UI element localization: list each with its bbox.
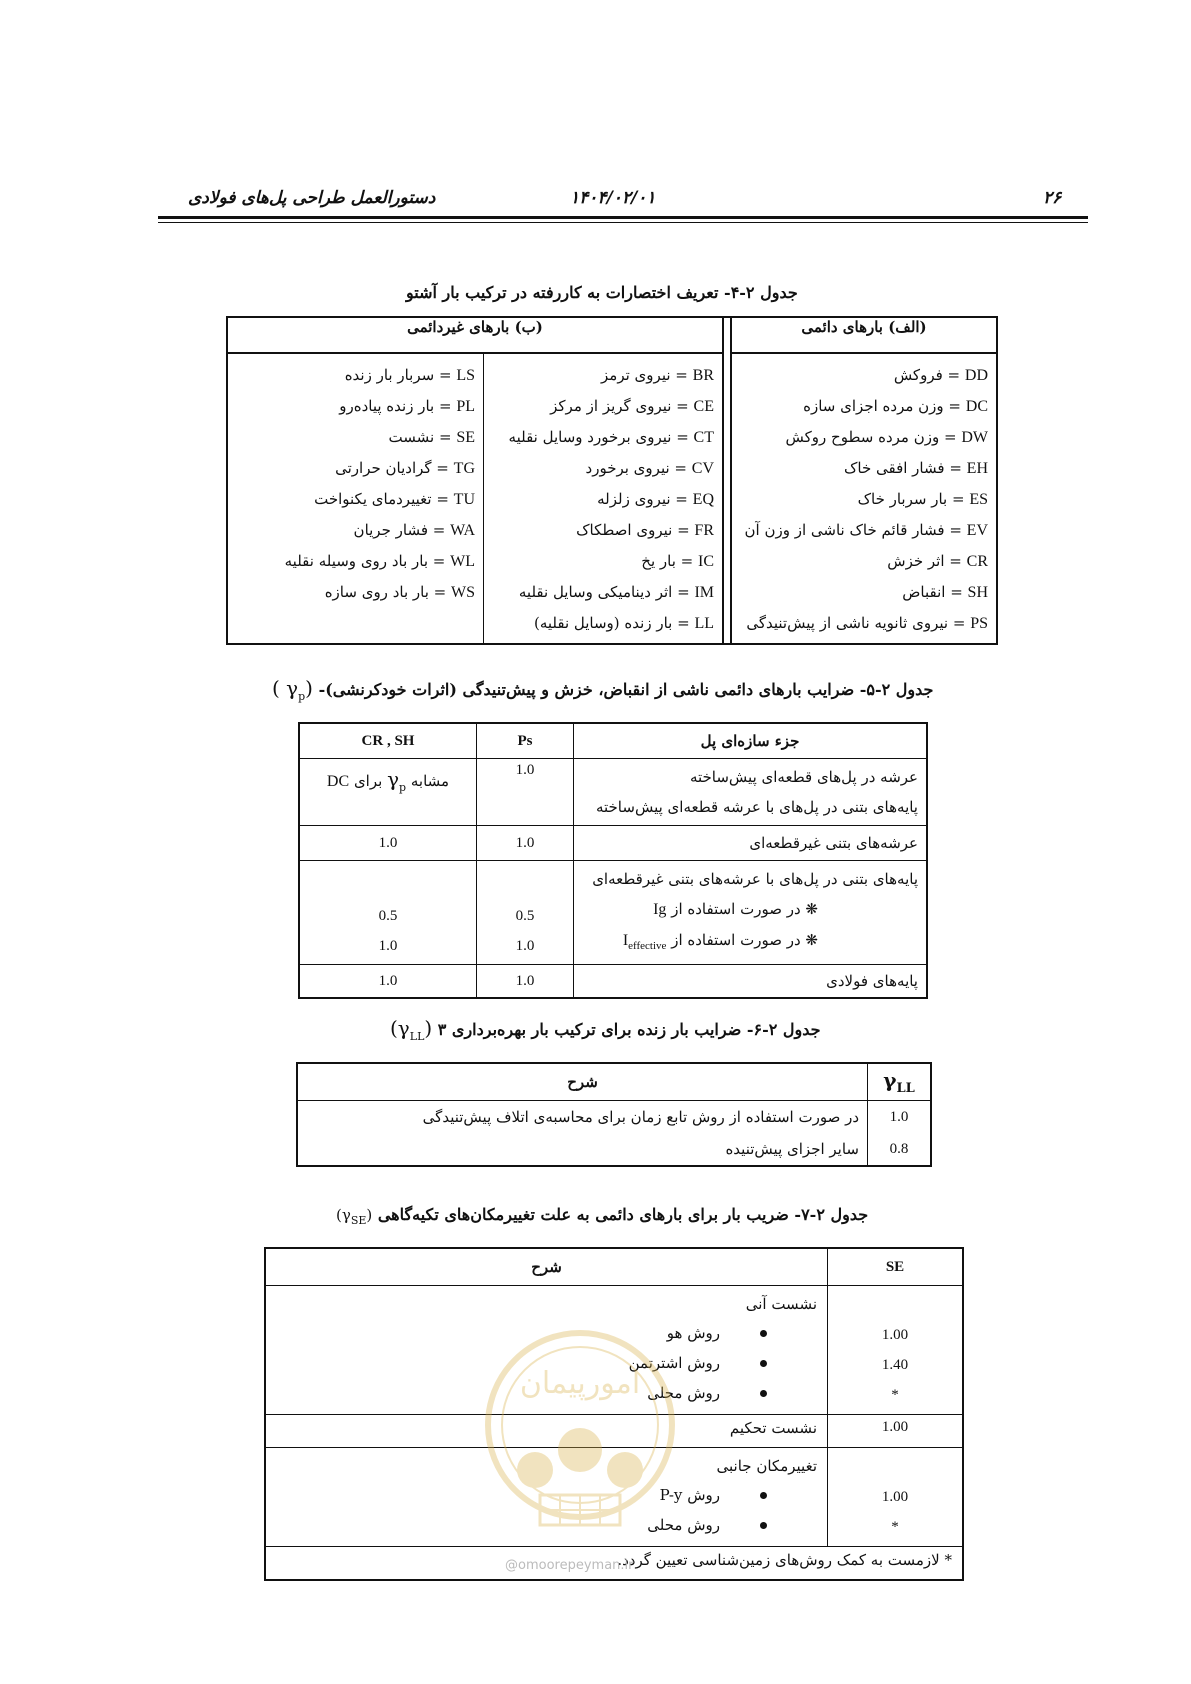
col-component: جزء سازه‌ای پل — [574, 723, 928, 759]
abbr-desc: = نیروی گریز از مرکز — [550, 397, 689, 415]
book-title: دستورالعمل طراحی پل‌های فولادی — [188, 188, 436, 208]
abbr-code: EV — [966, 522, 988, 539]
col-desc: شرح — [297, 1063, 868, 1101]
abbr-desc: = نیروی اصطکاک — [576, 521, 690, 539]
bullet-text: روش محلی — [647, 1384, 720, 1402]
se-value: 1.00 — [881, 1327, 909, 1343]
abbr-code: TU — [453, 491, 475, 508]
header-rule-thin — [158, 222, 1088, 223]
table7-caption-symbol: $(\gamma_{SE})$ — [336, 1206, 373, 1227]
row3-line2: ❋ در صورت استفاده از Ig — [653, 900, 818, 918]
abbr-desc: = فشار جریان — [353, 521, 446, 539]
row2-ps: 1.0 — [477, 826, 574, 861]
col-crsh: CR , SH — [299, 723, 477, 759]
bullet-icon — [760, 1390, 767, 1397]
table-gap — [723, 317, 731, 644]
list-item — [740, 360, 988, 391]
list-item — [492, 546, 714, 577]
col-desc: شرح — [265, 1248, 828, 1286]
list-item — [492, 515, 714, 546]
row1-ps: 1.0 — [477, 759, 574, 826]
abbr-code: SE — [456, 429, 475, 446]
row3-desc — [574, 861, 928, 965]
abbr-code: FR — [694, 522, 714, 539]
abbr-code: IC — [698, 553, 714, 570]
list-item — [740, 391, 988, 422]
abbr-code: BR — [692, 367, 714, 384]
g1-values — [828, 1286, 964, 1415]
svg-text:امورپیمان: امورپیمان — [519, 1366, 641, 1401]
table-row — [299, 826, 927, 861]
abbr-desc: = بار زنده (وسایل نقلیه) — [533, 614, 690, 632]
abbr-desc: = نشست — [388, 428, 452, 446]
abbr-code: WA — [450, 522, 475, 539]
list-item — [740, 422, 988, 453]
table7-caption — [336, 1205, 868, 1227]
row1-desc — [574, 759, 928, 826]
col-se: SE — [828, 1248, 964, 1286]
abbr-code: CR — [966, 553, 988, 570]
abbr-code: LS — [456, 367, 475, 384]
abbreviations-table — [226, 316, 998, 645]
permanent-list-cell — [731, 353, 997, 644]
abbr-desc: = نیروی زلزله — [597, 490, 688, 508]
abbr-code: CV — [691, 460, 714, 477]
abbr-desc: = بار یخ — [641, 552, 694, 570]
row1-line2: پایه‌های بتنی در پل‌های با عرشه قطعه‌ای پیش‌ساخته — [595, 798, 918, 816]
list-item — [236, 360, 475, 391]
se-value: 1.40 — [881, 1357, 909, 1373]
list-item — [492, 484, 714, 515]
list-item — [492, 422, 714, 453]
col-gamma-ll: $\gamma_{LL}$ — [868, 1063, 932, 1101]
abbr-desc: = نیروی برخورد — [585, 459, 687, 477]
table-row — [299, 861, 927, 965]
row3-ps: 0.5 1.0 — [477, 861, 574, 965]
row3-line3: ❋ در صورت استفاده از $I_{effective}$ — [622, 931, 818, 953]
abbr-desc: = سربار بار زنده — [344, 366, 452, 384]
abbr-code: DW — [961, 429, 988, 446]
bullet-icon — [760, 1330, 767, 1337]
live-load-factor-table — [296, 1062, 932, 1167]
row1-crsh-dc: DC — [326, 773, 350, 790]
row3-crsh: 0.5 1.0 — [299, 861, 477, 965]
se-value: * — [891, 1387, 899, 1403]
list-item — [740, 484, 988, 515]
row4-crsh: 1.0 — [299, 965, 477, 999]
list-item — [236, 577, 475, 608]
table-row — [297, 1101, 931, 1134]
list-item — [740, 577, 988, 608]
list-item — [740, 453, 988, 484]
abbr-code: DD — [964, 367, 988, 384]
abbr-desc: = بار باد روی سازه — [324, 583, 447, 601]
col-ps: Ps — [477, 723, 574, 759]
abbr-desc: = بار باد روی وسیله نقلیه — [284, 552, 446, 570]
abbr-code: WS — [451, 584, 475, 601]
table-row — [297, 1133, 931, 1166]
transient-header: (ب) بارهای غیردائمی — [227, 317, 723, 353]
abbr-desc: = فشار افقی خاک — [843, 459, 962, 477]
list-item — [236, 546, 475, 577]
row3-line1: پایه‌های بتنی در پل‌های با عرشه‌های بتنی غیرقطعه‌ای — [592, 870, 918, 888]
bullet-text: روش محلی — [647, 1516, 720, 1534]
g2-title: نشست تحکیم — [265, 1415, 828, 1448]
se-value: * — [891, 1519, 899, 1535]
abbr-code: DC — [965, 398, 988, 415]
transient-list-2 — [228, 354, 483, 612]
abbr-code: SH — [967, 584, 988, 601]
permanent-header: (الف) بارهای دائمی — [731, 317, 997, 353]
abbr-desc: = انقباض — [902, 583, 963, 601]
row1-crsh-for: برای — [353, 772, 383, 790]
bullet-icon — [760, 1360, 767, 1367]
table4-caption: جدول ۲-۴- تعریف اختصارات به کاررفته در ترکیب بار آشتو — [406, 283, 798, 302]
g1-title: نشست آنی — [745, 1295, 817, 1313]
header-date: ۱۴۰۴/۰۲/۰۱ — [570, 188, 656, 208]
list-item — [236, 453, 475, 484]
abbr-desc: = گرادیان حرارتی — [335, 459, 449, 477]
abbr-desc: = وزن مرده اجزای سازه — [803, 397, 961, 415]
abbr-desc: = وزن مرده سطوح روکش — [785, 428, 957, 446]
row1-crsh-same: مشابه — [410, 772, 450, 790]
abbr-code: WL — [450, 553, 475, 570]
list-item — [236, 515, 475, 546]
g3-title: تغییرمکان جانبی — [716, 1457, 817, 1475]
list-item — [740, 608, 988, 639]
abbr-desc: = نیروی ترمز — [601, 366, 688, 384]
list-item — [492, 453, 714, 484]
list-item — [492, 360, 714, 391]
gamma-value: 1.0 — [868, 1101, 932, 1134]
bullet-text: روش هو — [666, 1324, 720, 1342]
abbr-desc: = اثر خزش — [887, 552, 962, 570]
abbr-desc: = فروکش — [893, 366, 961, 384]
abbr-desc: = بار زنده پیاده‌رو — [339, 397, 452, 415]
bullet-icon — [760, 1492, 767, 1499]
row-desc: در صورت استفاده از روش تابع زمان برای محاسبه‌ی اتلاف پیش‌تنیدگی — [297, 1101, 868, 1134]
abbr-code: IM — [694, 584, 714, 601]
row4-desc: پایه‌های فولادی — [574, 965, 928, 999]
abbr-code: ES — [969, 491, 988, 508]
abbr-code: CE — [693, 398, 714, 415]
abbr-desc: = نیروی ثانویه ناشی از پیش‌تنیدگی — [746, 614, 966, 632]
row1-line1: عرشه در پل‌های قطعه‌ای پیش‌ساخته — [689, 768, 918, 786]
permanent-list — [732, 354, 996, 643]
abbr-desc: = تغییردمای یکنواخت — [314, 490, 449, 508]
transient-col2-cell — [227, 353, 484, 644]
footnote: * لازمست به کمک روش‌های زمین‌شناسی تعیین گردد. — [265, 1547, 963, 1581]
abbr-desc: = فشار قائم خاک ناشی از وزن آن — [744, 521, 962, 539]
abbr-desc: = بار سربار خاک — [857, 490, 965, 508]
list-item — [740, 515, 988, 546]
transient-list-1 — [484, 354, 722, 643]
abbr-code: PS — [970, 615, 988, 632]
transient-col1-cell — [484, 353, 724, 644]
gamma-value: 0.8 — [868, 1133, 932, 1166]
g2-value: 1.00 — [828, 1415, 964, 1448]
row-desc: سایر اجزای پیش‌تنیده — [297, 1133, 868, 1166]
row2-crsh: 1.0 — [299, 826, 477, 861]
abbr-code: EQ — [692, 491, 714, 508]
g3-values — [828, 1448, 964, 1547]
bullet-icon — [760, 1522, 767, 1529]
table6-caption — [390, 1016, 821, 1043]
prestress-factor-table — [298, 722, 928, 999]
table-row — [299, 965, 927, 999]
abbr-desc: = اثر دینامیکی وسایل نقلیه — [518, 583, 690, 601]
table6-caption-symbol: $(\gamma_{LL})$ — [390, 1016, 433, 1043]
list-item — [236, 391, 475, 422]
list-item — [740, 546, 988, 577]
row1-crsh — [299, 759, 477, 826]
bullet-text: روش اشترتمن — [628, 1354, 720, 1372]
se-value: 1.00 — [881, 1489, 909, 1505]
row2-desc: عرشه‌های بتنی غیرقطعه‌ای — [574, 826, 928, 861]
row4-ps: 1.0 — [477, 965, 574, 999]
abbr-code: PL — [456, 398, 475, 415]
abbr-code: TG — [453, 460, 475, 477]
abbr-code: EH — [966, 460, 988, 477]
list-item — [236, 484, 475, 515]
table6-caption-text: جدول ۲-۶- ضرایب بار زنده برای ترکیب بار بهره‌برداری ۳ — [437, 1020, 821, 1039]
table5-caption-text: جدول ۲-۵- ضرایب بارهای دائمی ناشی از انقباض، خزش و پیش‌تنیدگی (اثرات خودکرنشی)- — [318, 680, 934, 699]
table-row — [299, 759, 927, 826]
list-item — [492, 391, 714, 422]
table5-caption-symbol: ( $\gamma_p$) — [272, 676, 313, 703]
abbr-desc: = نیروی برخورد وسایل نقلیه — [508, 428, 689, 446]
abbr-code: LL — [694, 615, 714, 632]
table7-caption-text: جدول ۲-۷- ضریب بار برای بارهای دائمی به علت تغییرمکان‌های تکیه‌گاهی — [377, 1205, 869, 1224]
table5-caption — [272, 676, 933, 703]
bullet-text: روش P-y — [659, 1486, 720, 1504]
watermark-seal-icon — [480, 1315, 680, 1565]
page-number: ۲۶ — [1043, 188, 1062, 208]
watermark-url: @omoorepeyman.ir — [505, 1558, 634, 1573]
list-item — [236, 422, 475, 453]
list-item — [492, 577, 714, 608]
header-rule — [158, 216, 1088, 219]
row1-crsh-symbol: $\gamma_p$ — [387, 767, 407, 794]
list-item — [492, 608, 714, 639]
abbr-code: CT — [693, 429, 714, 446]
